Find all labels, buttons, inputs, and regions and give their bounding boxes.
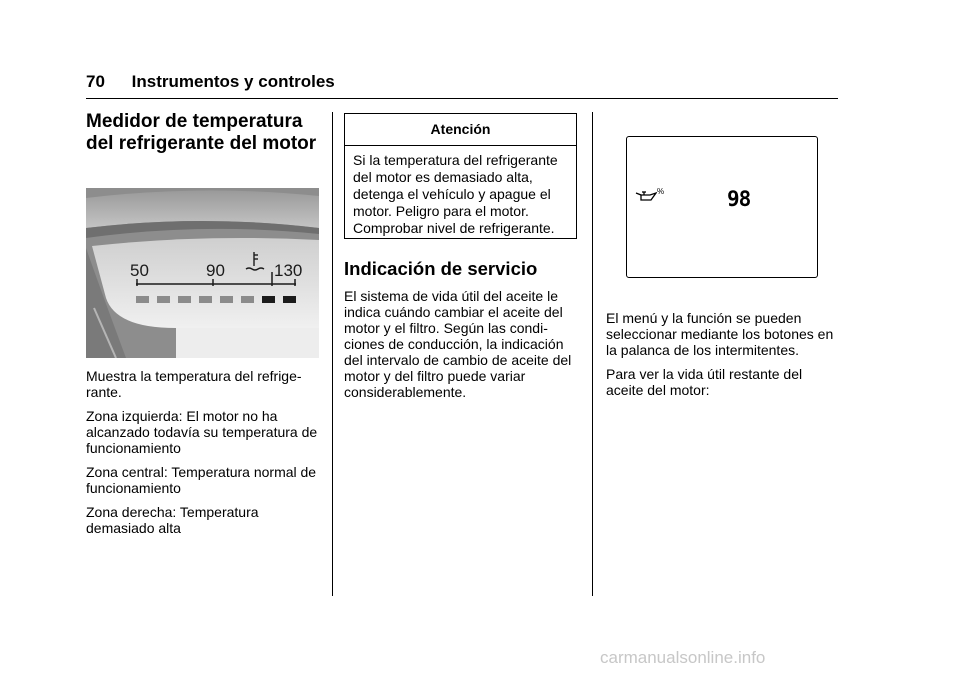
paragraph: Zona central: Temperatura normal de funcionamiento: [86, 464, 317, 496]
attention-box: [344, 113, 577, 239]
oil-life-value: 98: [727, 187, 751, 211]
column-2-text: [344, 258, 580, 408]
title-line-1: Medidor de temperatura: [86, 111, 303, 132]
paragraph: Muestra la temperatura del refrige-rante.: [86, 368, 302, 400]
page-number: 70: [86, 72, 105, 91]
section-heading: Indicación de servicio: [344, 258, 538, 279]
oil-can-icon: [635, 189, 657, 203]
paragraph: El sistema de vida útil del aceite le indica cuándo cambiar el aceite del motor y el filtro. Según las condi-ciones de conducción, la indicación del intervalo de cambio de aceite del motor y del filtro puede variar considerablemente.: [344, 288, 572, 400]
percent-symbol: %: [657, 187, 665, 196]
attention-body: Si la temperatura del refrigerante del motor es demasiado alta, detenga el vehículo y apague el motor. Peligro para el motor. Comprobar nivel de refrigerante.: [353, 152, 558, 236]
gauge-label-high: 130: [274, 261, 303, 280]
gauge-label-low: 50: [130, 261, 149, 280]
title-line-2: del refrigerante del motor: [86, 133, 317, 154]
coolant-gauge-illustration: [86, 188, 319, 358]
column-divider-1: [332, 112, 333, 596]
paragraph: El menú y la función se pueden seleccionar mediante los botones en la palanca de los intermitentes.: [606, 310, 834, 358]
column-3-text: [606, 310, 842, 406]
column-divider-2: [592, 112, 593, 596]
paragraph: Para ver la vida útil restante del aceite del motor:: [606, 366, 803, 398]
section-title: Instrumentos y controles: [131, 72, 335, 91]
paragraph: Zona izquierda: El motor no ha alcanzado todavía su temperatura de funcionamiento: [86, 408, 318, 456]
paragraph: Zona derecha: Temperatura demasiado alta: [86, 504, 259, 536]
gauge-label-mid: 90: [206, 261, 225, 280]
column-1-text: [86, 368, 322, 544]
attention-title: Atención: [345, 114, 576, 146]
header-divider: [86, 98, 838, 99]
watermark: carmanualsonline.info: [600, 648, 766, 667]
column-1-title: [86, 111, 322, 155]
oil-life-display: [626, 136, 818, 278]
page-header: [86, 72, 335, 92]
